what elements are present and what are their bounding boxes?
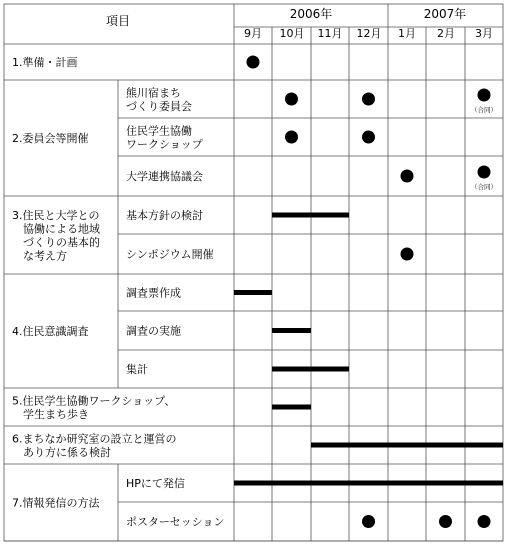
- subrow-label-line: 調査票作成: [126, 286, 181, 300]
- subrow-label-line: 熊川宿まち: [126, 86, 181, 100]
- event-dot: [478, 89, 491, 102]
- schedule-marks: [234, 56, 503, 529]
- group-label-line: づくりの基本的: [12, 235, 100, 249]
- subrow-label-line: 大学連携協議会: [126, 170, 203, 183]
- event-dot: [439, 515, 452, 528]
- subrow-label-line: 住民学生協働: [126, 124, 192, 138]
- group-label-line: 2.委員会等開催: [12, 132, 89, 145]
- subrow-label-line: HPにて発信: [126, 477, 185, 490]
- group-label-line: 5.住民学生協働ワークショップ、: [12, 394, 176, 408]
- group-label-line: 6.まちなか研究室の設立と運営の: [12, 432, 177, 446]
- header-month-oct: 10月: [279, 27, 305, 40]
- event-dot: [478, 515, 491, 528]
- period-bar: [272, 367, 349, 372]
- event-dot: [362, 515, 375, 528]
- header-month-sep: 9月: [244, 27, 262, 40]
- period-bar: [272, 213, 349, 218]
- header-year-2006: 2006年: [289, 7, 333, 21]
- event-dot: [401, 170, 414, 183]
- event-dot: [362, 131, 375, 144]
- subrow-label-line: ポスターセッション: [126, 515, 225, 529]
- subrow-label-line: 集計: [126, 363, 148, 376]
- period-bar: [311, 443, 503, 448]
- table-border: [4, 4, 503, 541]
- header-month-dec: 12月: [356, 27, 382, 40]
- group-label-line: 3.住民と大学との: [12, 208, 100, 222]
- period-bar: [234, 290, 272, 295]
- event-dot: [362, 93, 375, 106]
- joint-note-label: （合同）: [471, 106, 497, 114]
- header-item-label: 項目: [105, 14, 131, 28]
- header-month-jan: 1月: [398, 27, 416, 40]
- period-bar: [272, 405, 311, 410]
- group-label-line: あり方に係る検討: [12, 445, 111, 459]
- group-label-line: 協働による地域: [12, 222, 100, 236]
- subrow-label-line: シンポジウム開催: [126, 248, 214, 261]
- header-year-2007: 2007年: [423, 7, 467, 21]
- period-bar: [272, 328, 311, 333]
- grid-lines: [4, 4, 503, 541]
- event-dot: [247, 56, 260, 69]
- group-label-line: 1.準備・計画: [12, 56, 78, 69]
- header-month-nov: 11月: [317, 27, 343, 40]
- subrow-label-line: ワークショップ: [126, 137, 203, 151]
- group-label-line: 4.住民意識調査: [12, 325, 89, 338]
- group-label-line: 学生まち歩き: [12, 407, 89, 421]
- group-label-line: 7.情報発信の方法: [12, 496, 100, 510]
- event-dot: [401, 248, 414, 261]
- event-dot: [478, 166, 491, 179]
- group-label-line: な考え方: [12, 249, 67, 263]
- header-month-mar: 3月: [475, 27, 493, 40]
- event-dot: [285, 93, 298, 106]
- joint-note-label: （合同）: [471, 183, 497, 191]
- subrow-label-line: 調査の実施: [126, 324, 181, 338]
- header-month-feb: 2月: [437, 27, 455, 40]
- subrow-label-line: づくり委員会: [126, 99, 192, 113]
- subrow-label-line: 基本方針の検討: [126, 209, 203, 222]
- table-header: [106, 6, 493, 40]
- event-dot: [285, 131, 298, 144]
- period-bar: [234, 481, 503, 486]
